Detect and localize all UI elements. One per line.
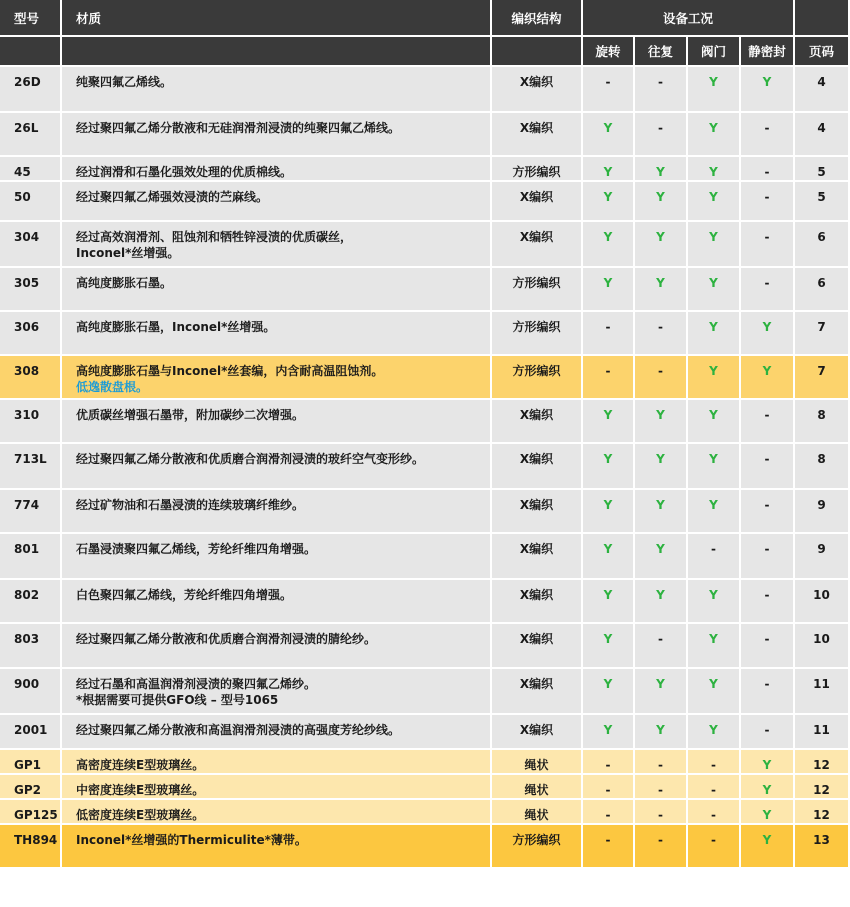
static-cell: - <box>740 714 794 749</box>
valve-cell: Y <box>687 267 740 311</box>
header-row-sub <box>0 36 848 66</box>
table-row <box>0 221 848 267</box>
weave-cell: X编织 <box>491 66 582 112</box>
header-reciprocating: 往复 <box>634 36 687 66</box>
rotary-cell: Y <box>582 714 634 749</box>
page-cell: 9 <box>794 533 848 579</box>
model-cell: 900 <box>0 668 61 714</box>
static-cell: - <box>740 533 794 579</box>
static-cell: - <box>740 443 794 489</box>
page-cell: 10 <box>794 579 848 623</box>
material-text: 经过石墨和高温润滑剂浸渍的聚四氟乙烯纱。 <box>76 677 317 691</box>
weave-cell: 方形编织 <box>491 267 582 311</box>
weave-cell: X编织 <box>491 181 582 221</box>
material-cell <box>61 824 491 868</box>
table-row <box>0 112 848 156</box>
reciprocating-cell: - <box>634 112 687 156</box>
model-cell: 308 <box>0 355 61 399</box>
material-cell <box>61 668 491 714</box>
table-row <box>0 714 848 749</box>
material-text-line2: *根据需要可提供GFO线 – 型号1065 <box>76 693 279 707</box>
page-cell: 6 <box>794 221 848 267</box>
valve-cell: Y <box>687 668 740 714</box>
material-text: 经过高效润滑剂、阻蚀剂和牺牲锌浸渍的优质碳丝， <box>76 230 353 244</box>
valve-cell: - <box>687 533 740 579</box>
material-text: 高纯度膨胀石墨与Inconel*丝套编，内含耐高温阻蚀剂。 <box>76 364 384 378</box>
rotary-cell: Y <box>582 443 634 489</box>
model-cell: 713L <box>0 443 61 489</box>
header-blank <box>794 0 848 36</box>
material-text: 经过聚四氟乙烯分散液和无硅润滑剂浸渍的纯聚四氟乙烯线。 <box>76 121 401 135</box>
weave-cell: 方形编织 <box>491 156 582 181</box>
rotary-cell: Y <box>582 399 634 443</box>
material-text: 石墨浸渍聚四氟乙烯线，芳纶纤维四角增强。 <box>76 542 317 556</box>
valve-cell: - <box>687 824 740 868</box>
page-cell: 4 <box>794 112 848 156</box>
table-row <box>0 181 848 221</box>
material-text: 低密度连续E型玻璃丝。 <box>76 808 205 822</box>
table-row <box>0 311 848 355</box>
weave-cell: X编织 <box>491 443 582 489</box>
reciprocating-cell: Y <box>634 156 687 181</box>
table-row <box>0 579 848 623</box>
valve-cell: - <box>687 774 740 799</box>
model-cell: 304 <box>0 221 61 267</box>
page-cell: 8 <box>794 443 848 489</box>
model-cell: GP2 <box>0 774 61 799</box>
weave-cell: X编织 <box>491 489 582 533</box>
weave-cell: 方形编织 <box>491 355 582 399</box>
rotary-cell: Y <box>582 668 634 714</box>
material-text: 优质碳丝增强石墨带，附加碳纱二次增强。 <box>76 408 305 422</box>
model-cell: 26L <box>0 112 61 156</box>
material-cell <box>61 489 491 533</box>
material-text: 高密度连续E型玻璃丝。 <box>76 758 205 772</box>
weave-cell: X编织 <box>491 533 582 579</box>
weave-cell: 方形编织 <box>491 311 582 355</box>
rotary-cell: Y <box>582 112 634 156</box>
valve-cell: Y <box>687 66 740 112</box>
header-static: 静密封 <box>740 36 794 66</box>
static-cell: Y <box>740 799 794 824</box>
material-cell <box>61 714 491 749</box>
weave-cell: X编织 <box>491 112 582 156</box>
material-cell <box>61 579 491 623</box>
reciprocating-cell: Y <box>634 579 687 623</box>
reciprocating-cell: Y <box>634 267 687 311</box>
header-valve: 阀门 <box>687 36 740 66</box>
material-cell <box>61 355 491 399</box>
rotary-cell: Y <box>582 623 634 668</box>
model-cell: 50 <box>0 181 61 221</box>
rotary-cell: - <box>582 749 634 774</box>
static-cell: - <box>740 399 794 443</box>
valve-cell: Y <box>687 355 740 399</box>
header-rotary: 旋转 <box>582 36 634 66</box>
valve-cell: Y <box>687 714 740 749</box>
table-row <box>0 156 848 181</box>
material-text: 经过聚四氟乙烯强效浸渍的苎麻线。 <box>76 190 269 204</box>
material-text: 纯聚四氟乙烯线。 <box>76 75 173 89</box>
material-text-line2: Inconel*丝增强。 <box>76 246 180 260</box>
static-cell: - <box>740 181 794 221</box>
valve-cell: Y <box>687 489 740 533</box>
static-cell: - <box>740 489 794 533</box>
material-cell <box>61 156 491 181</box>
rotary-cell: - <box>582 355 634 399</box>
rotary-cell: Y <box>582 221 634 267</box>
reciprocating-cell: - <box>634 66 687 112</box>
material-cell <box>61 774 491 799</box>
reciprocating-cell: Y <box>634 714 687 749</box>
material-cell <box>61 623 491 668</box>
weave-cell: X编织 <box>491 579 582 623</box>
model-cell: 801 <box>0 533 61 579</box>
static-cell: - <box>740 267 794 311</box>
model-cell: 26D <box>0 66 61 112</box>
page-cell: 12 <box>794 749 848 774</box>
material-cell <box>61 311 491 355</box>
page-cell: 6 <box>794 267 848 311</box>
rotary-cell: - <box>582 311 634 355</box>
page-cell: 5 <box>794 156 848 181</box>
static-cell: - <box>740 112 794 156</box>
header-blank <box>0 36 61 66</box>
table-row <box>0 774 848 799</box>
valve-cell: - <box>687 799 740 824</box>
table-row <box>0 355 848 399</box>
table-row <box>0 399 848 443</box>
material-cell <box>61 399 491 443</box>
table-row <box>0 66 848 112</box>
page-cell: 9 <box>794 489 848 533</box>
material-cell <box>61 66 491 112</box>
model-cell: 305 <box>0 267 61 311</box>
rotary-cell: Y <box>582 579 634 623</box>
material-note: 低逸散盘根。 <box>76 380 149 394</box>
material-text: 高纯度膨胀石墨，Inconel*丝增强。 <box>76 320 276 334</box>
table-row <box>0 623 848 668</box>
reciprocating-cell: - <box>634 774 687 799</box>
material-text: 经过润滑和石墨化强效处理的优质棉线。 <box>76 165 293 179</box>
reciprocating-cell: Y <box>634 533 687 579</box>
weave-cell: X编织 <box>491 221 582 267</box>
weave-cell: 绳状 <box>491 749 582 774</box>
reciprocating-cell: - <box>634 749 687 774</box>
page-cell: 7 <box>794 311 848 355</box>
header-page: 页码 <box>794 36 848 66</box>
weave-cell: 方形编织 <box>491 824 582 868</box>
material-cell <box>61 799 491 824</box>
material-cell <box>61 749 491 774</box>
material-text: 高纯度膨胀石墨。 <box>76 276 173 290</box>
rotary-cell: - <box>582 799 634 824</box>
valve-cell: Y <box>687 623 740 668</box>
model-cell: GP125 <box>0 799 61 824</box>
reciprocating-cell: Y <box>634 489 687 533</box>
valve-cell: Y <box>687 181 740 221</box>
header-blank <box>61 36 491 66</box>
static-cell: Y <box>740 66 794 112</box>
material-text: 经过矿物油和石墨浸渍的连续玻璃纤维纱。 <box>76 498 305 512</box>
table-row <box>0 799 848 824</box>
valve-cell: Y <box>687 311 740 355</box>
page-cell: 11 <box>794 668 848 714</box>
rotary-cell: - <box>582 66 634 112</box>
valve-cell: Y <box>687 443 740 489</box>
page-cell: 10 <box>794 623 848 668</box>
weave-cell: 绳状 <box>491 799 582 824</box>
table-row <box>0 533 848 579</box>
material-text: 经过聚四氟乙烯分散液和优质磨合润滑剂浸渍的腈纶纱。 <box>76 632 377 646</box>
model-cell: TH894 <box>0 824 61 868</box>
reciprocating-cell: - <box>634 623 687 668</box>
reciprocating-cell: Y <box>634 221 687 267</box>
reciprocating-cell: Y <box>634 399 687 443</box>
header-row-main <box>0 0 848 36</box>
weave-cell: X编织 <box>491 668 582 714</box>
model-cell: 310 <box>0 399 61 443</box>
header-weave: 编织结构 <box>491 0 582 36</box>
page-cell: 12 <box>794 774 848 799</box>
material-text: 中密度连续E型玻璃丝。 <box>76 783 205 797</box>
page-cell: 4 <box>794 66 848 112</box>
static-cell: - <box>740 623 794 668</box>
valve-cell: Y <box>687 221 740 267</box>
static-cell: Y <box>740 311 794 355</box>
table-row <box>0 443 848 489</box>
model-cell: GP1 <box>0 749 61 774</box>
weave-cell: X编织 <box>491 714 582 749</box>
static-cell: Y <box>740 824 794 868</box>
header-material: 材质 <box>61 0 491 36</box>
valve-cell: Y <box>687 399 740 443</box>
static-cell: - <box>740 579 794 623</box>
page-cell: 5 <box>794 181 848 221</box>
static-cell: - <box>740 668 794 714</box>
table-row <box>0 749 848 774</box>
weave-cell: X编织 <box>491 399 582 443</box>
page-cell: 7 <box>794 355 848 399</box>
model-cell: 45 <box>0 156 61 181</box>
table-row <box>0 489 848 533</box>
static-cell: Y <box>740 774 794 799</box>
model-cell: 2001 <box>0 714 61 749</box>
rotary-cell: Y <box>582 533 634 579</box>
valve-cell: Y <box>687 156 740 181</box>
material-cell <box>61 533 491 579</box>
page-cell: 11 <box>794 714 848 749</box>
material-text: Inconel*丝增强的Thermiculite*薄带。 <box>76 833 307 847</box>
reciprocating-cell: - <box>634 311 687 355</box>
table-row <box>0 668 848 714</box>
page-cell: 13 <box>794 824 848 868</box>
reciprocating-cell: - <box>634 799 687 824</box>
material-cell <box>61 221 491 267</box>
material-text: 经过聚四氟乙烯分散液和优质磨合润滑剂浸渍的玻纤空气变形纱。 <box>76 452 425 466</box>
material-cell <box>61 112 491 156</box>
page-cell: 8 <box>794 399 848 443</box>
material-cell <box>61 443 491 489</box>
weave-cell: X编织 <box>491 623 582 668</box>
header-model: 型号 <box>0 0 61 36</box>
table-row <box>0 824 848 868</box>
material-cell <box>61 267 491 311</box>
valve-cell: - <box>687 749 740 774</box>
reciprocating-cell: - <box>634 355 687 399</box>
material-text: 经过聚四氟乙烯分散液和高温润滑剂浸渍的高强度芳纶纱线。 <box>76 723 401 737</box>
weave-cell: 绳状 <box>491 774 582 799</box>
rotary-cell: Y <box>582 181 634 221</box>
reciprocating-cell: - <box>634 824 687 868</box>
header-blank <box>491 36 582 66</box>
valve-cell: Y <box>687 579 740 623</box>
page-cell: 12 <box>794 799 848 824</box>
model-cell: 774 <box>0 489 61 533</box>
rotary-cell: Y <box>582 489 634 533</box>
material-text: 白色聚四氟乙烯线，芳纶纤维四角增强。 <box>76 588 293 602</box>
rotary-cell: Y <box>582 156 634 181</box>
rotary-cell: Y <box>582 267 634 311</box>
model-cell: 802 <box>0 579 61 623</box>
reciprocating-cell: Y <box>634 181 687 221</box>
static-cell: - <box>740 156 794 181</box>
material-cell <box>61 181 491 221</box>
model-cell: 306 <box>0 311 61 355</box>
rotary-cell: - <box>582 774 634 799</box>
model-cell: 803 <box>0 623 61 668</box>
valve-cell: Y <box>687 112 740 156</box>
static-cell: - <box>740 221 794 267</box>
static-cell: Y <box>740 749 794 774</box>
static-cell: Y <box>740 355 794 399</box>
header-conditions: 设备工况 <box>582 0 794 36</box>
rotary-cell: - <box>582 824 634 868</box>
table-row <box>0 267 848 311</box>
reciprocating-cell: Y <box>634 668 687 714</box>
reciprocating-cell: Y <box>634 443 687 489</box>
